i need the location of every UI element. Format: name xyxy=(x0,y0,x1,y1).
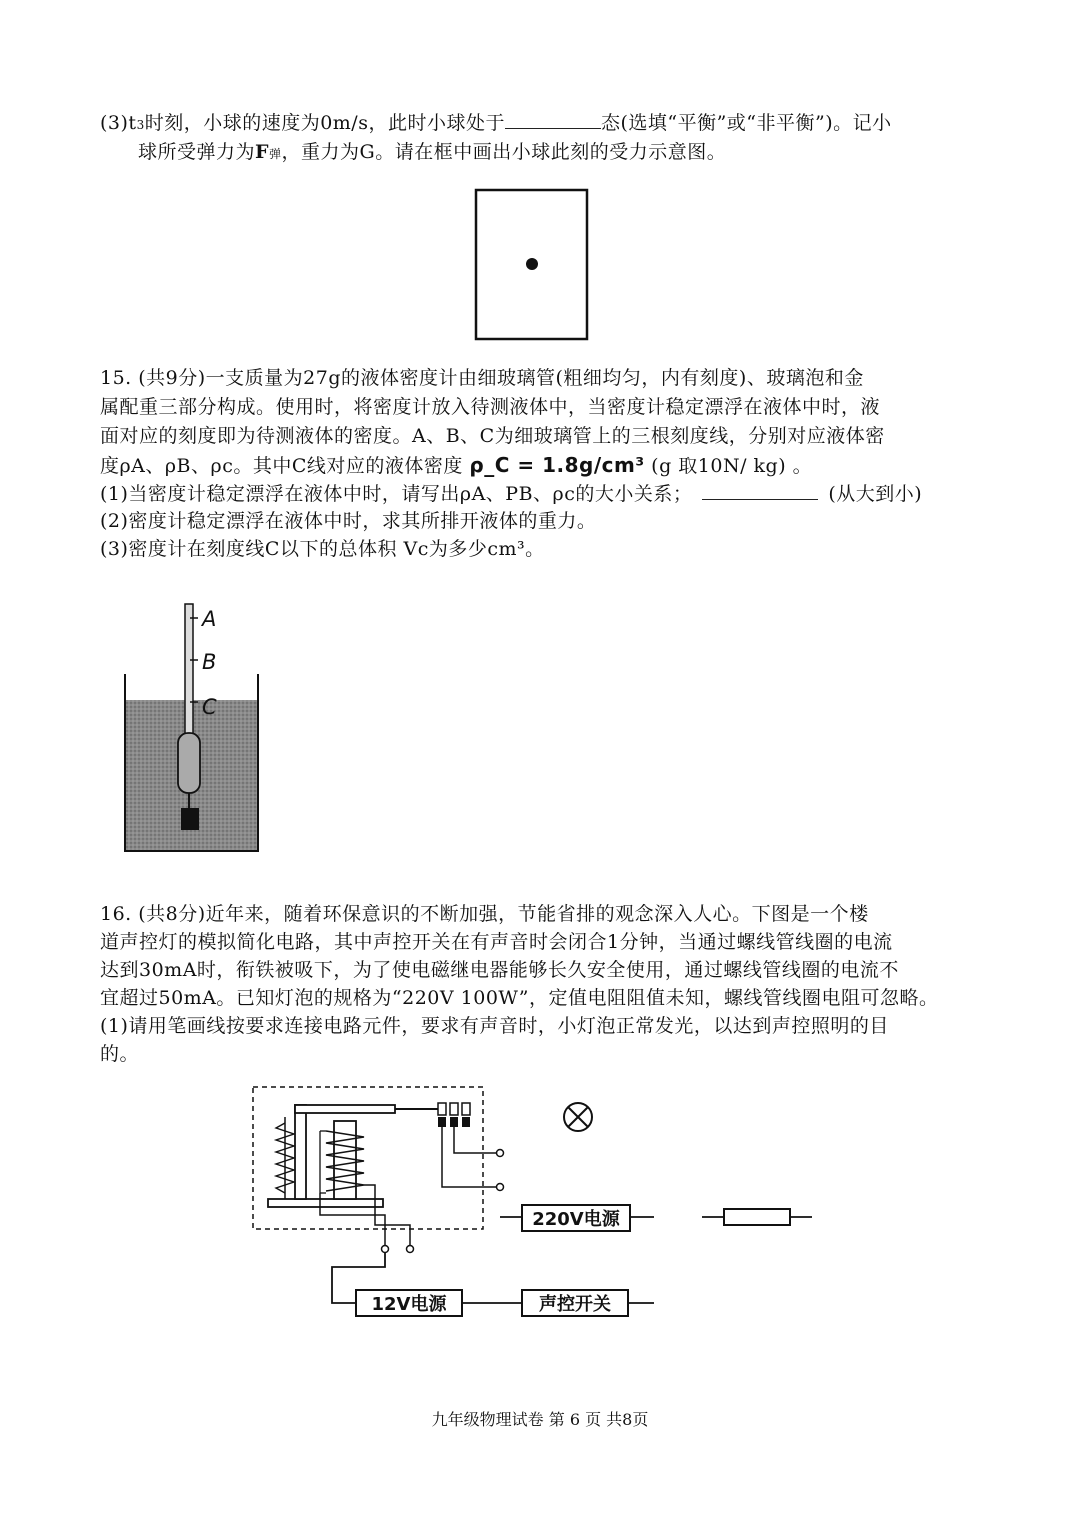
q16-line3: 达到30mA时，衔铁被吸下，为了使电磁继电器能够长久安全使用，通过螺线管线圈的电流不 xyxy=(100,959,899,981)
q14-part3-line1 xyxy=(100,108,892,139)
q14-part3-text-after: 态(选填“平衡”或“非平衡”)。记小 xyxy=(600,112,892,134)
q14-part3-line2-pre: 球所受弹力为 xyxy=(138,141,256,163)
q14-part3-line2-post: ，重力为G。请在框中画出小球此刻的受力示意图。 xyxy=(281,141,727,163)
q15-line2: 属配重三部分构成。使用时，将密度计放入待测液体中，当密度计稳定漂浮在液体中时，液 xyxy=(100,396,881,418)
q16-line1: 16. (共8分)近年来，随着环保意识的不断加强，节能省排的观念深入人心。下图是一个楼 xyxy=(100,903,869,925)
force-subscript: 弹 xyxy=(269,147,282,161)
label-b: B xyxy=(202,650,217,674)
glass-tube xyxy=(185,604,193,734)
q16-line6: 的。 xyxy=(100,1043,140,1065)
q15-sub1-post: (从大到小) xyxy=(828,483,923,505)
state-answer-blank[interactable] xyxy=(505,108,601,129)
power-220v-label: 220V电源 xyxy=(532,1209,620,1230)
q16-line2: 道声控灯的模拟简化电路，其中声控开关在有声音时会闭合1分钟，当通过螺线管线圈的电流 xyxy=(100,931,893,953)
force-diagram-box[interactable] xyxy=(474,188,590,342)
q14-part3-text: 时刻，小球的速度为0m/s，此时小球处于 xyxy=(144,112,505,134)
ball-dot xyxy=(526,258,538,270)
q15-sub1 xyxy=(100,479,922,508)
page-footer: 九年级物理试卷 第 6 页 共8页 xyxy=(431,1410,649,1429)
q14-part3-prefix: (3)t xyxy=(100,112,137,134)
force-symbol: F xyxy=(255,141,270,163)
q15-sub2: (2)密度计稳定漂浮在液体中时，求其所排开液体的重力。 xyxy=(100,510,597,532)
q15-line3: 面对应的刻度即为待测液体的密度。A、B、C为细玻璃管上的三根刻度线，分别对应液体密 xyxy=(100,425,885,447)
relay-base xyxy=(268,1199,383,1207)
order-answer-blank[interactable] xyxy=(702,479,818,500)
coil-terminal xyxy=(382,1246,389,1253)
density-formula: ρ_C = 1.8g/cm³ xyxy=(469,453,645,477)
q15-line4-pre: 度ρA、ρB、ρc。其中C线对应的液体密度 xyxy=(100,455,463,477)
q15-line4-post: (g 取10N/ kg) 。 xyxy=(651,455,813,477)
coil-terminal xyxy=(407,1246,414,1253)
sound-switch-label: 声控开关 xyxy=(539,1294,611,1315)
q15-sub3: (3)密度计在刻度线C以下的总体积 Vc为多少cm³。 xyxy=(100,538,545,560)
metal-weight xyxy=(181,808,199,830)
q15-line4 xyxy=(100,451,812,480)
circuit-figure[interactable] xyxy=(240,1075,820,1325)
q16-line4: 宜超过50mA。已知灯泡的规格为“220V 100W”，定值电阻阻值未知，螺线管线圈电阻可忽略。 xyxy=(100,987,939,1009)
t-subscript: 3 xyxy=(136,118,145,132)
q14-part3-line2 xyxy=(138,138,726,168)
power-12v-label: 12V电源 xyxy=(371,1294,447,1315)
terminal xyxy=(497,1184,504,1191)
q15-sub1-pre: (1)当密度计稳定漂浮在液体中时，请写出ρA、PB、ρc的大小关系； xyxy=(100,483,693,505)
pivot-post xyxy=(295,1105,306,1199)
label-a: A xyxy=(202,607,217,631)
label-c: C xyxy=(202,695,217,719)
terminal xyxy=(497,1150,504,1157)
resistor xyxy=(724,1209,790,1225)
armature xyxy=(295,1105,395,1113)
glass-bulb xyxy=(178,733,200,793)
q16-line5: (1)请用笔画线按要求连接电路元件，要求有声音时，小灯泡正常发光，以达到声控照明的目 xyxy=(100,1015,889,1037)
hydrometer-figure xyxy=(118,598,268,858)
q15-line1: 15. (共9分)一支质量为27g的液体密度计由细玻璃管(粗细均匀，内有刻度)、玻璃泡和金 xyxy=(100,367,864,389)
